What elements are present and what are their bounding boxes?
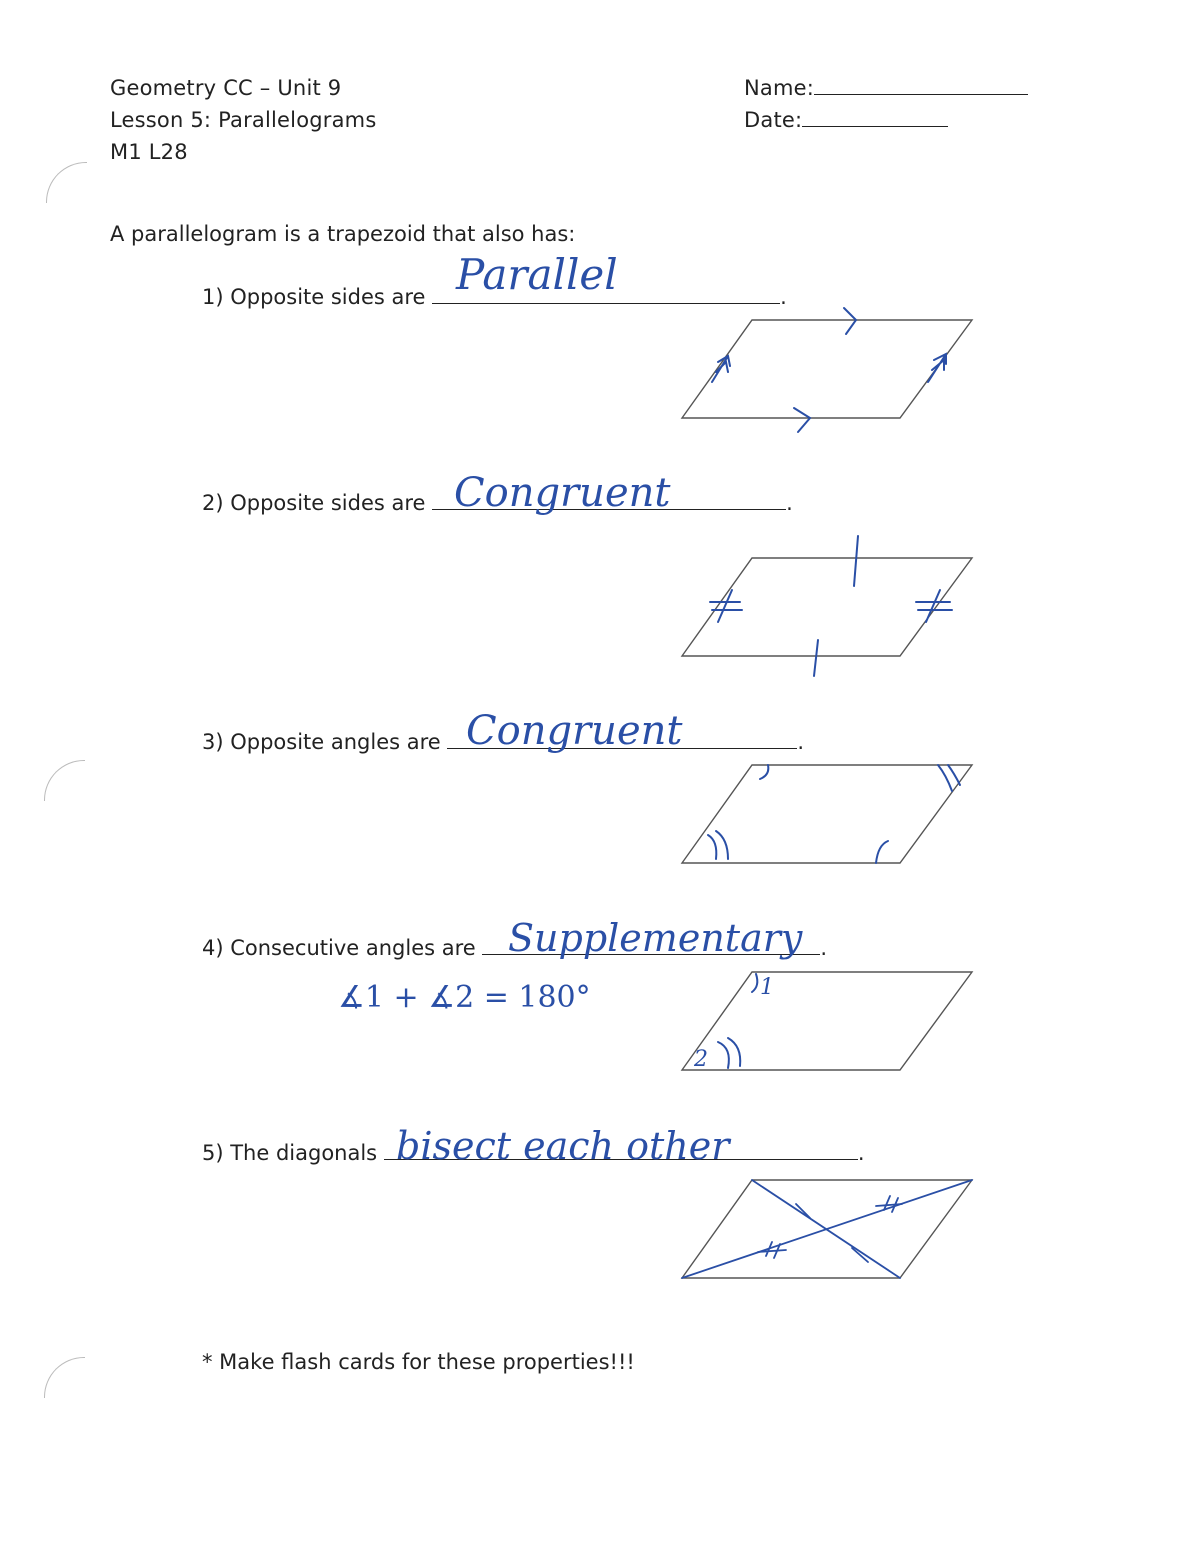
item-4-period: .	[820, 936, 828, 960]
item-3-period: .	[797, 730, 805, 754]
item-3-answer: Congruent	[466, 708, 683, 754]
congruent-angles-figure	[670, 755, 990, 875]
punch-hole-mark-bottom	[44, 1357, 85, 1398]
punch-hole-mark-middle	[44, 760, 85, 801]
name-field[interactable]	[744, 76, 1028, 100]
congruent-sides-figure	[670, 530, 990, 680]
date-field[interactable]	[744, 108, 948, 132]
item-1-period: .	[780, 285, 787, 309]
item-2-label: 2) Opposite sides are	[202, 491, 426, 515]
parallel-sides-figure	[670, 300, 990, 440]
punch-hole-mark-top	[46, 162, 87, 203]
item-4-answer: Supplementary	[508, 916, 803, 960]
item-3-label: 3) Opposite angles are	[202, 730, 441, 754]
item-4-label: 4) Consecutive angles are	[202, 936, 476, 960]
name-blank[interactable]	[814, 94, 1028, 95]
name-label: Name:	[744, 76, 815, 100]
date-label: Date:	[744, 108, 803, 132]
item-4-work: ∡1 + ∡2 = 180°	[338, 980, 591, 1015]
lesson-code: M1 L28	[110, 140, 188, 164]
item-5-answer: bisect each other	[396, 1124, 730, 1168]
item-5-period: .	[857, 1141, 865, 1165]
angle-label-2: 2	[694, 1047, 708, 1072]
item-5-label: 5) The diagonals	[202, 1141, 378, 1165]
supplementary-angles-figure	[670, 962, 990, 1082]
flash-card-note: * Make flash cards for these properties!!!	[202, 1350, 635, 1374]
angle-label-1: 1	[760, 975, 774, 1000]
date-blank[interactable]	[802, 126, 948, 127]
item-2-period: .	[786, 491, 793, 515]
item-2-answer: Congruent	[454, 470, 671, 516]
bisecting-diagonals-figure	[670, 1170, 990, 1290]
item-1-label: 1) Opposite sides are	[202, 285, 426, 309]
lesson-title: Lesson 5: Parallelograms	[110, 108, 377, 132]
course-title: Geometry CC – Unit 9	[110, 76, 342, 100]
item-1-answer: Parallel	[456, 250, 618, 299]
intro-text: A parallelogram is a trapezoid that also has:	[110, 222, 576, 246]
